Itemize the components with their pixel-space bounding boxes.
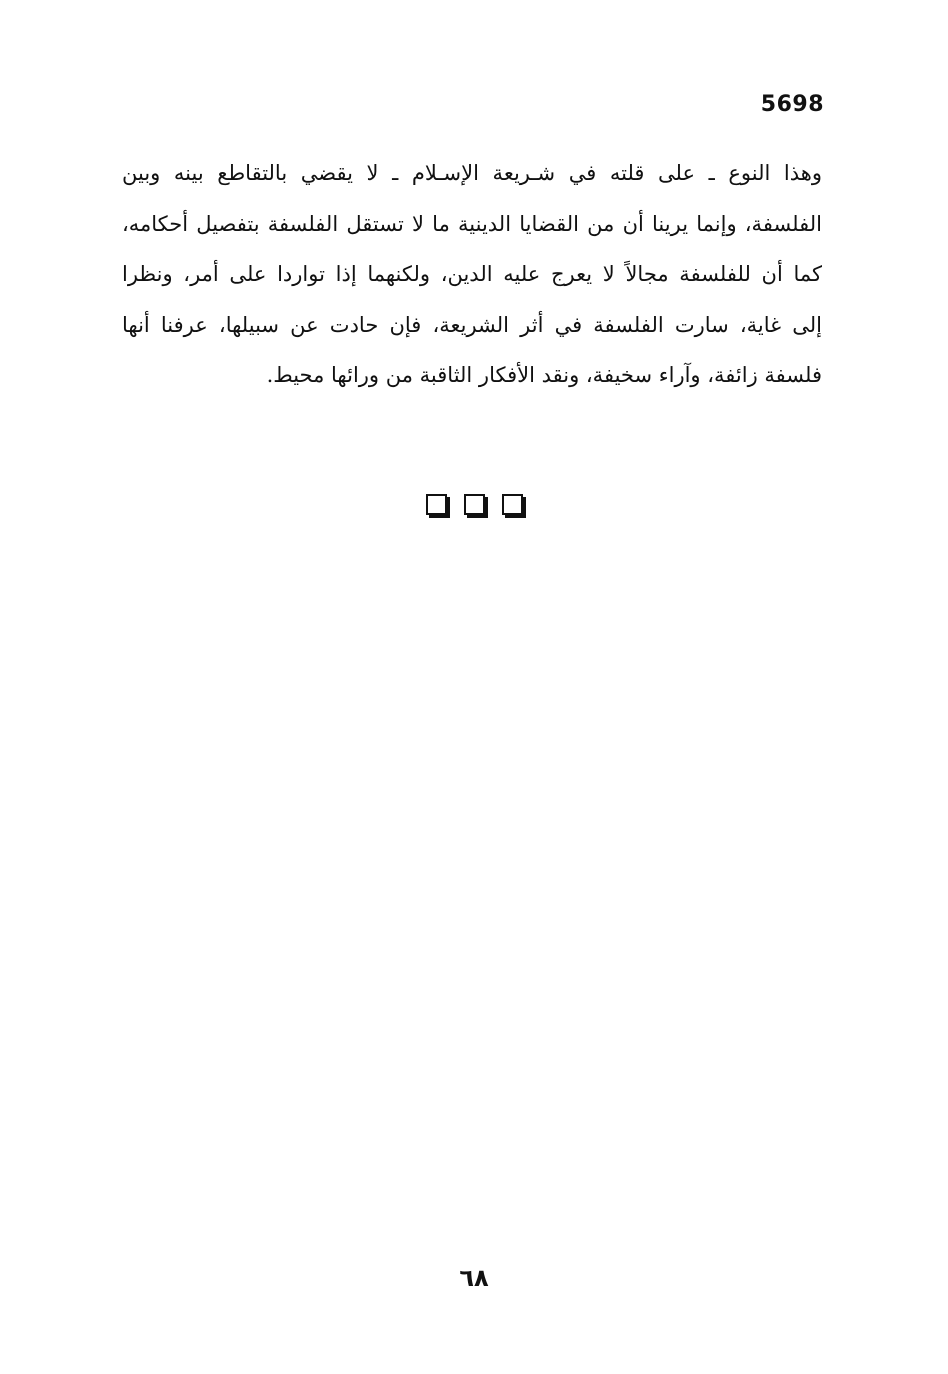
page-number: ٦٨: [459, 1264, 489, 1292]
text-line: وهذا النوع ـ على قلته في شـريعة الإسـلام ـ لا يقضي بالتقاطع بينه وبين: [122, 161, 822, 185]
text-line: إلى غاية، سارت الفلسفة في أثر الشريعة، فإن حادت عن سبيلها، عرفنا أنها: [122, 312, 822, 337]
square-ornament-icon: [464, 494, 485, 515]
text-line: كما أن للفلسفة مجالاً لا يعرج عليه الدين، ولكنهما إذا تواردا على أمر، ونظرا: [122, 262, 822, 286]
page-id: 5698: [760, 92, 824, 117]
section-divider-ornament: [0, 494, 948, 515]
square-ornament-icon: [502, 494, 523, 515]
body-paragraph: [122, 148, 822, 401]
text-line: الفلسفة، وإنما يرينا أن من القضايا الدينية ما لا تستقل الفلسفة بتفصيل أحكامه،: [122, 211, 822, 236]
text-line: فلسفة زائفة، وآراء سخيفة، ونقد الأفكار الثاقبة من ورائها محيط.: [266, 363, 822, 387]
square-ornament-icon: [426, 494, 447, 515]
